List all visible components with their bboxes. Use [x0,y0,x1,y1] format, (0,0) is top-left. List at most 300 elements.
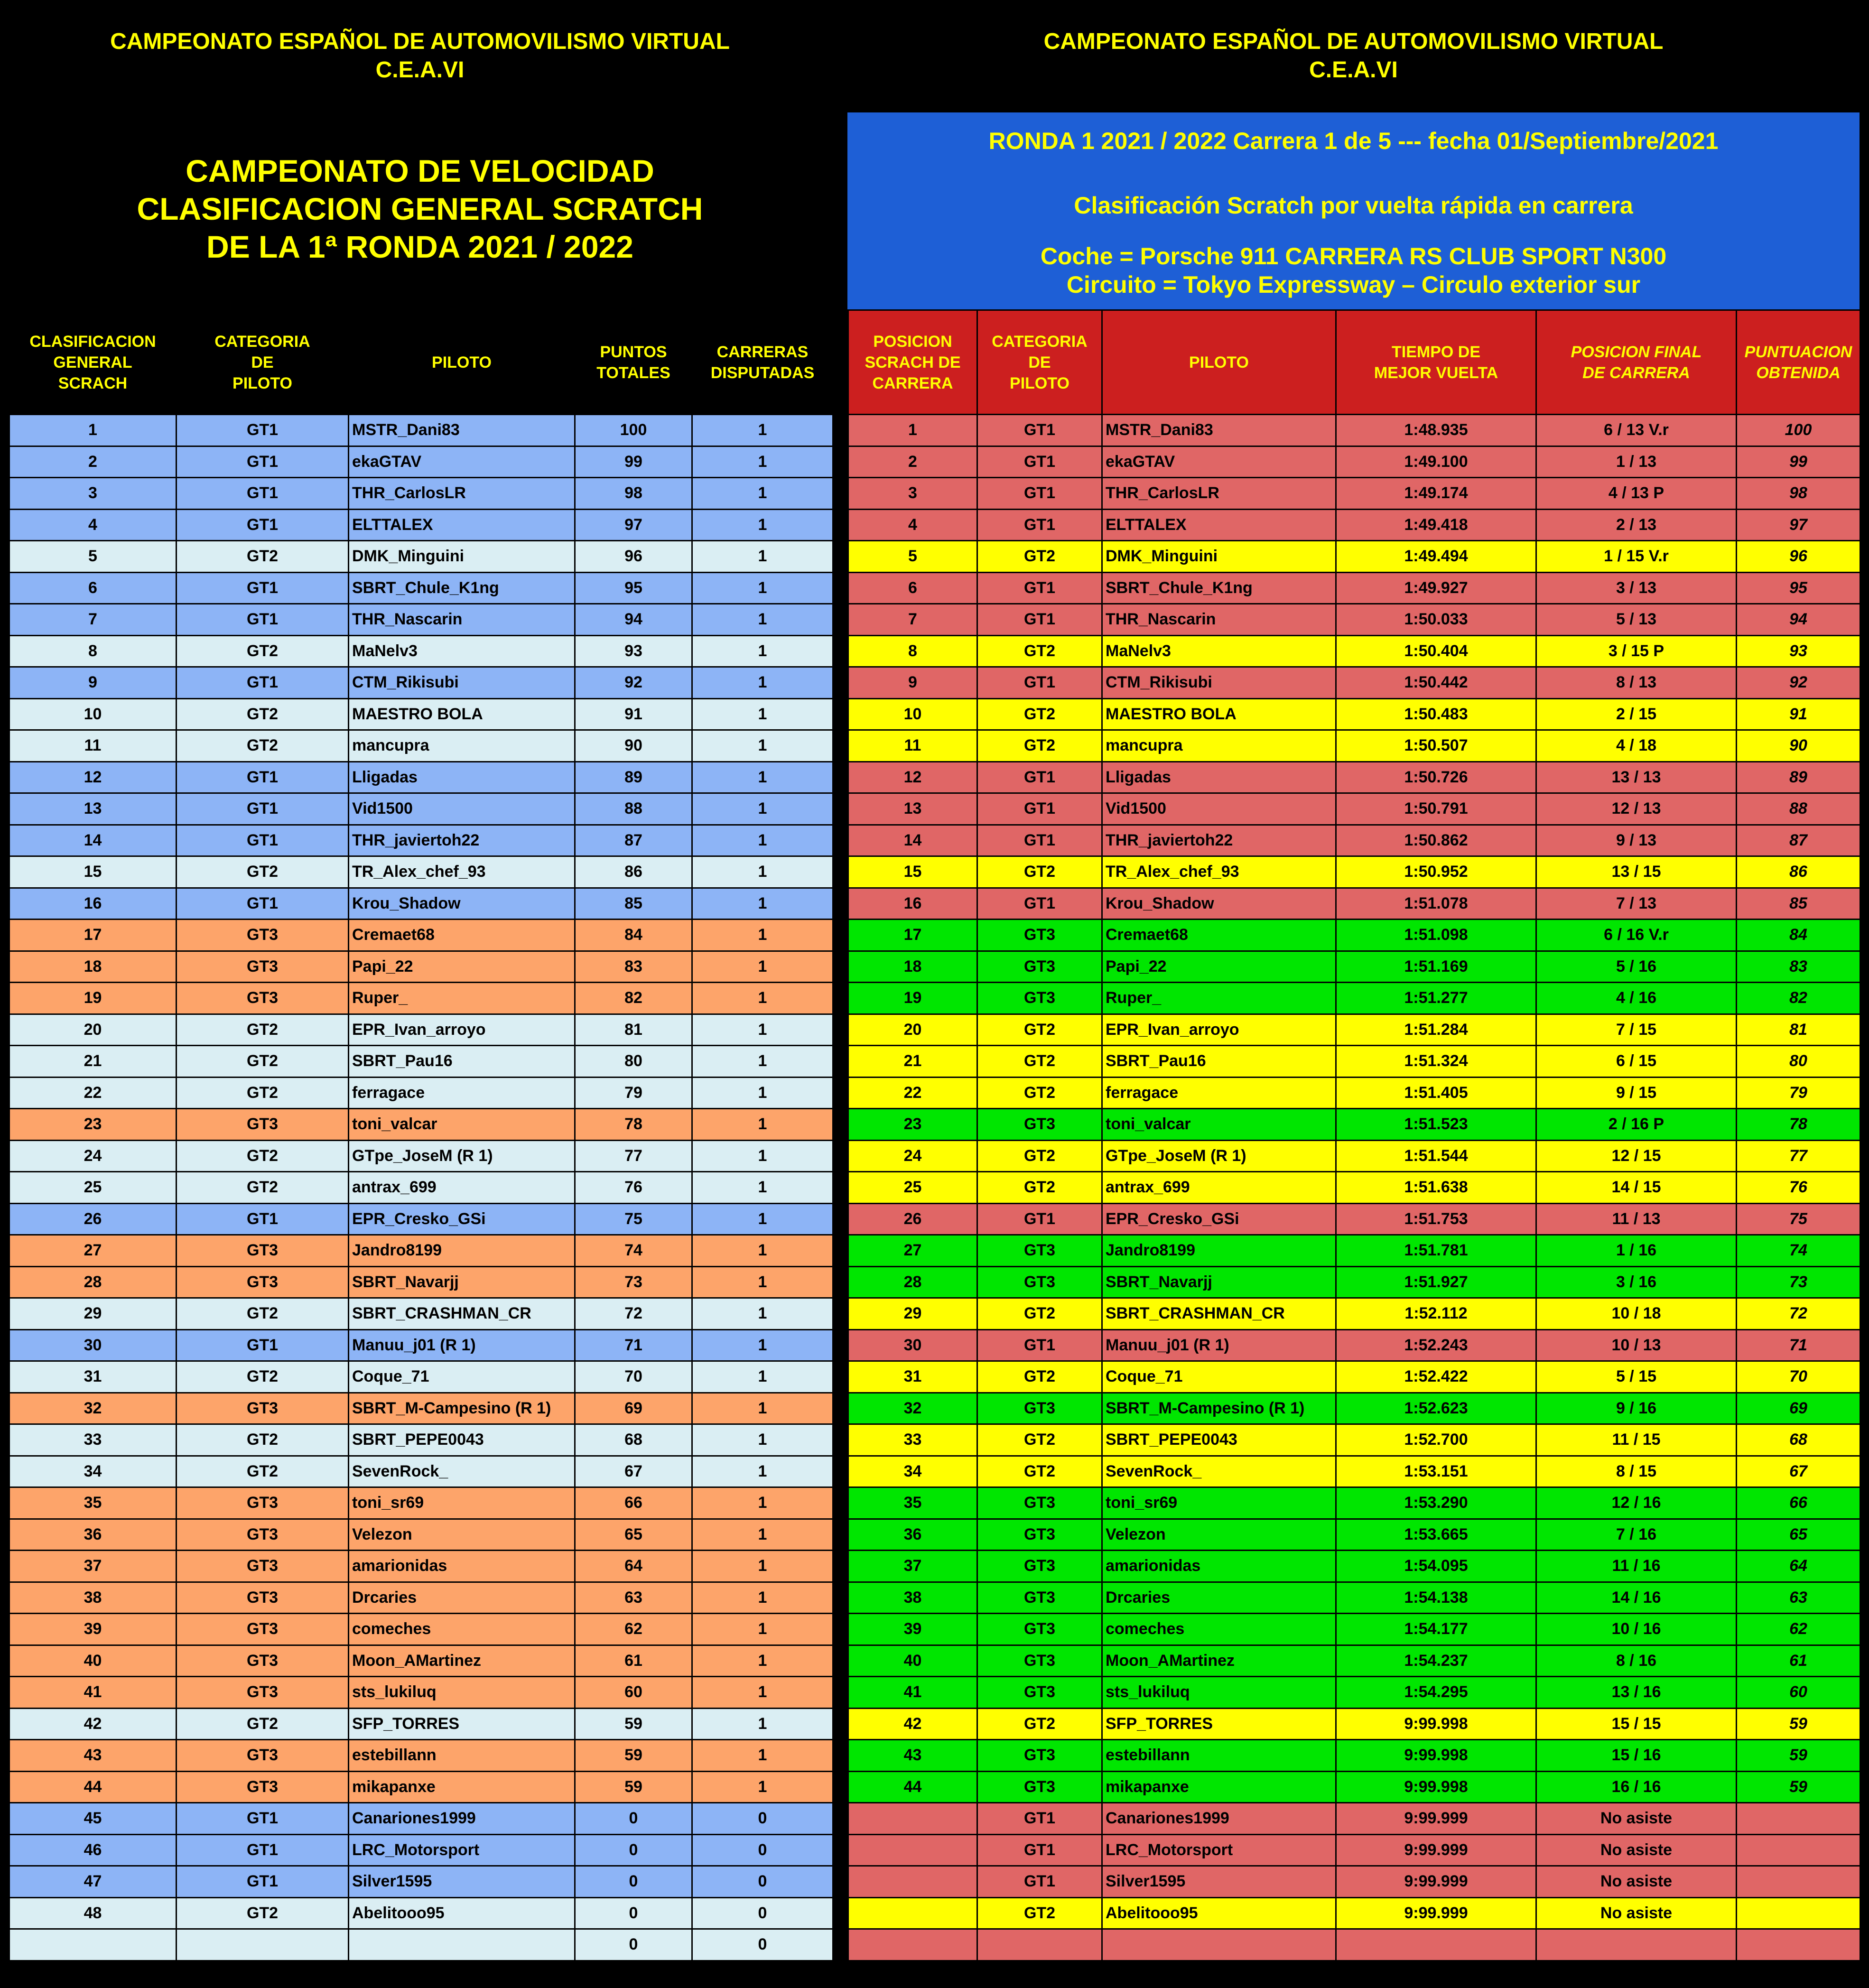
standings-title-line3: DE LA 1ª RONDA 2021 / 2022 [206,229,633,264]
points-cell: 81 [575,1014,692,1046]
points-cell: 96 [575,541,692,573]
races-cell: 1 [692,667,833,699]
standings-row [9,1014,833,1046]
points-cell: 59 [575,1771,692,1803]
points-earned-cell: 74 [1737,1235,1860,1267]
driver-cell: SBRT_Chule_K1ng [349,572,575,604]
driver-cell: mancupra [1102,730,1336,762]
best-lap-cell: 9:99.998 [1336,1740,1536,1772]
points-earned-cell: 84 [1737,920,1860,951]
standings-row [9,888,833,920]
position-cell: 17 [9,920,177,951]
driver-cell: ferragace [349,1077,575,1109]
category-cell: GT2 [977,1077,1102,1109]
final-position-cell: 7 / 16 [1536,1519,1737,1551]
category-cell: GT1 [177,1329,349,1361]
race-result-row [848,1456,1860,1487]
position-cell: 12 [9,762,177,793]
races-cell: 1 [692,1361,833,1393]
category-cell: GT2 [177,1897,349,1929]
points-earned-cell: 71 [1737,1329,1860,1361]
right-header-line2: C.E.A.VI [1309,57,1398,83]
driver-cell: EPR_Ivan_arroyo [349,1014,575,1046]
race-result-row [848,1487,1860,1519]
race-position-cell: 22 [848,1077,977,1109]
position-cell: 42 [9,1708,177,1740]
standings-row [9,762,833,793]
race-result-row [848,1929,1860,1961]
best-lap-cell: 1:51.753 [1336,1203,1536,1235]
driver-cell: sts_lukiluq [1102,1677,1336,1709]
race-position-cell: 4 [848,509,977,541]
position-cell: 7 [9,604,177,636]
general-standings-header [9,310,833,415]
races-cell: 0 [692,1897,833,1929]
position-cell: 33 [9,1424,177,1456]
position-cell: 47 [9,1866,177,1898]
race-position-cell: 11 [848,730,977,762]
driver-cell: Vid1500 [349,793,575,825]
points-cell: 66 [575,1487,692,1519]
driver-cell: MAESTRO BOLA [1102,698,1336,730]
position-cell [9,1929,177,1961]
final-position-cell: 13 / 15 [1536,856,1737,888]
race-position-cell: 16 [848,888,977,920]
driver-cell: Velezon [1102,1519,1336,1551]
header-driver: PILOTO [1102,310,1336,415]
race-position-cell: 17 [848,920,977,951]
points-cell: 69 [575,1393,692,1424]
best-lap-cell: 1:51.284 [1336,1014,1536,1046]
driver-cell: SevenRock_ [349,1456,575,1487]
race-position-cell [848,1803,977,1835]
race-result-row [848,888,1860,920]
best-lap-cell: 1:51.324 [1336,1046,1536,1078]
right-championship-header [847,28,1860,84]
standings-row [9,604,833,636]
race-result-row [848,1866,1860,1898]
points-cell: 0 [575,1834,692,1866]
standings-row [9,1897,833,1929]
category-cell: GT3 [177,1582,349,1614]
header-driver: PILOTO [349,310,575,415]
race-position-cell: 43 [848,1740,977,1772]
races-cell: 1 [692,793,833,825]
race-result-row [848,1393,1860,1424]
race-result-row [848,604,1860,636]
final-position-cell: 7 / 13 [1536,888,1737,920]
driver-cell: toni_sr69 [349,1487,575,1519]
race-position-cell: 20 [848,1014,977,1046]
final-position-cell: 1 / 13 [1536,446,1737,478]
points-cell: 84 [575,920,692,951]
standings-row [9,1614,833,1645]
race-position-cell: 28 [848,1266,977,1298]
category-cell: GT2 [177,541,349,573]
driver-cell: TR_Alex_chef_93 [1102,856,1336,888]
category-cell: GT1 [177,667,349,699]
race-results-header [848,310,1860,415]
driver-cell: Krou_Shadow [1102,888,1336,920]
race-result-row [848,1740,1860,1772]
best-lap-cell: 1:51.169 [1336,951,1536,983]
best-lap-cell: 1:51.781 [1336,1235,1536,1267]
category-cell: GT2 [977,1298,1102,1330]
category-cell: GT2 [977,1172,1102,1204]
final-position-cell: 14 / 15 [1536,1172,1737,1204]
race-position-cell: 32 [848,1393,977,1424]
driver-cell: toni_sr69 [1102,1487,1336,1519]
final-position-cell: 7 / 15 [1536,1014,1737,1046]
position-cell: 35 [9,1487,177,1519]
points-cell: 89 [575,762,692,793]
driver-cell: Abelitooo95 [1102,1897,1336,1929]
driver-cell: CTM_Rikisubi [1102,667,1336,699]
category-cell: GT1 [977,888,1102,920]
best-lap-cell: 1:49.927 [1336,572,1536,604]
best-lap-cell: 1:50.791 [1336,793,1536,825]
race-position-cell: 39 [848,1614,977,1645]
category-cell: GT2 [177,1046,349,1078]
standings-row [9,825,833,856]
position-cell: 31 [9,1361,177,1393]
points-earned-cell: 60 [1737,1677,1860,1709]
points-earned-cell: 63 [1737,1582,1860,1614]
final-position-cell: 2 / 15 [1536,698,1737,730]
best-lap-cell: 1:53.665 [1336,1519,1536,1551]
category-cell: GT1 [977,604,1102,636]
race-result-row [848,446,1860,478]
best-lap-cell: 1:50.033 [1336,604,1536,636]
race-position-cell: 14 [848,825,977,856]
final-position-cell: 3 / 13 [1536,572,1737,604]
race-results-body [848,415,1860,1961]
points-cell: 64 [575,1551,692,1582]
best-lap-cell: 9:99.999 [1336,1897,1536,1929]
points-cell: 80 [575,1046,692,1078]
driver-cell: Canariones1999 [349,1803,575,1835]
category-cell: GT1 [177,888,349,920]
driver-cell: antrax_699 [349,1172,575,1204]
header-final-position: POSICION FINAL DE CARRERA [1536,310,1737,415]
standings-row [9,730,833,762]
points-earned-cell: 96 [1737,541,1860,573]
final-position-cell: No asiste [1536,1834,1737,1866]
final-position-cell: 10 / 16 [1536,1614,1737,1645]
race-position-cell: 36 [848,1519,977,1551]
final-position-cell: 9 / 16 [1536,1393,1737,1424]
driver-cell: LRC_Motorsport [1102,1834,1336,1866]
races-cell: 0 [692,1803,833,1835]
final-position-cell: 10 / 18 [1536,1298,1737,1330]
driver-cell: MaNelv3 [349,635,575,667]
position-cell: 41 [9,1677,177,1709]
category-cell: GT3 [977,1740,1102,1772]
points-cell: 98 [575,478,692,510]
points-cell: 88 [575,793,692,825]
points-cell: 79 [575,1077,692,1109]
points-earned-cell [1737,1803,1860,1835]
category-cell: GT1 [977,762,1102,793]
race-result-row [848,415,1860,446]
best-lap-cell: 1:54.095 [1336,1551,1536,1582]
races-cell: 1 [692,1551,833,1582]
driver-cell: Moon_AMartinez [349,1645,575,1677]
driver-cell: MAESTRO BOLA [349,698,575,730]
driver-cell: SBRT_PEPE0043 [1102,1424,1336,1456]
category-cell: GT1 [177,604,349,636]
category-cell: GT2 [177,730,349,762]
race-position-cell: 5 [848,541,977,573]
final-position-cell: 11 / 13 [1536,1203,1737,1235]
points-earned-cell [1737,1866,1860,1898]
race-result-row [848,1424,1860,1456]
position-cell: 20 [9,1014,177,1046]
position-cell: 23 [9,1109,177,1141]
driver-cell: Coque_71 [349,1361,575,1393]
standings-row [9,1424,833,1456]
points-earned-cell: 64 [1737,1551,1860,1582]
category-cell: GT1 [977,793,1102,825]
points-earned-cell: 59 [1737,1708,1860,1740]
driver-cell: ekaGTAV [349,446,575,478]
driver-cell: comeches [349,1614,575,1645]
points-cell: 63 [575,1582,692,1614]
best-lap-cell: 1:54.295 [1336,1677,1536,1709]
best-lap-cell: 1:49.100 [1336,446,1536,478]
driver-cell: THR_CarlosLR [349,478,575,510]
category-cell: GT3 [977,1393,1102,1424]
standings-row [9,1519,833,1551]
points-earned-cell: 93 [1737,635,1860,667]
race-position-cell: 23 [848,1109,977,1141]
standings-row [9,446,833,478]
points-earned-cell: 65 [1737,1519,1860,1551]
standings-row [9,920,833,951]
driver-cell: SBRT_M-Campesino (R 1) [1102,1393,1336,1424]
position-cell: 45 [9,1803,177,1835]
race-result-row [848,825,1860,856]
final-position-cell: 4 / 18 [1536,730,1737,762]
races-cell: 1 [692,572,833,604]
points-earned-cell: 88 [1737,793,1860,825]
final-position-cell: 16 / 16 [1536,1771,1737,1803]
standings-row [9,1361,833,1393]
position-cell: 43 [9,1740,177,1772]
final-position-cell: 6 / 16 V.r [1536,920,1737,951]
standings-row [9,1677,833,1709]
race-result-row [848,793,1860,825]
category-cell: GT3 [977,983,1102,1014]
best-lap-cell: 9:99.998 [1336,1708,1536,1740]
category-cell: GT2 [977,698,1102,730]
final-position-cell: 15 / 16 [1536,1740,1737,1772]
points-earned-cell: 99 [1737,446,1860,478]
driver-cell: Manuu_j01 (R 1) [1102,1329,1336,1361]
points-earned-cell: 82 [1737,983,1860,1014]
best-lap-cell: 1:50.726 [1336,762,1536,793]
standings-row [9,1582,833,1614]
points-earned-cell: 66 [1737,1487,1860,1519]
driver-cell: ekaGTAV [1102,446,1336,478]
driver-cell: EPR_Cresko_GSi [1102,1203,1336,1235]
position-cell: 11 [9,730,177,762]
final-position-cell: 5 / 16 [1536,951,1737,983]
category-cell: GT2 [977,1014,1102,1046]
points-cell: 60 [575,1677,692,1709]
race-position-cell: 33 [848,1424,977,1456]
best-lap-cell: 1:52.623 [1336,1393,1536,1424]
best-lap-cell: 1:50.404 [1336,635,1536,667]
points-earned-cell: 95 [1737,572,1860,604]
race-result-row [848,1708,1860,1740]
driver-cell: SBRT_Chule_K1ng [1102,572,1336,604]
best-lap-cell: 1:51.523 [1336,1109,1536,1141]
driver-cell: mancupra [349,730,575,762]
points-cell: 59 [575,1708,692,1740]
category-cell: GT3 [977,1109,1102,1141]
points-earned-cell: 72 [1737,1298,1860,1330]
driver-cell: TR_Alex_chef_93 [349,856,575,888]
points-earned-cell: 68 [1737,1424,1860,1456]
driver-cell: Silver1595 [1102,1866,1336,1898]
race-position-cell: 37 [848,1551,977,1582]
race-result-row [848,572,1860,604]
race-result-row [848,509,1860,541]
driver-cell: SBRT_Navarjj [349,1266,575,1298]
standings-row [9,1771,833,1803]
position-cell: 37 [9,1551,177,1582]
races-cell: 1 [692,730,833,762]
race-result-row [848,698,1860,730]
race-position-cell: 18 [848,951,977,983]
points-earned-cell: 100 [1737,415,1860,446]
points-cell: 0 [575,1897,692,1929]
category-cell: GT2 [177,1077,349,1109]
category-cell: GT2 [177,1140,349,1172]
category-cell: GT2 [977,541,1102,573]
driver-cell: THR_javiertoh22 [1102,825,1336,856]
position-cell: 40 [9,1645,177,1677]
best-lap-cell: 9:99.999 [1336,1834,1536,1866]
races-cell: 1 [692,825,833,856]
points-earned-cell: 67 [1737,1456,1860,1487]
header-category: CATEGORIA DE PILOTO [977,310,1102,415]
category-cell: GT1 [177,572,349,604]
category-cell: GT1 [977,1803,1102,1835]
best-lap-cell: 1:51.405 [1336,1077,1536,1109]
races-cell: 1 [692,1645,833,1677]
points-cell: 0 [575,1866,692,1898]
category-cell: GT2 [977,1140,1102,1172]
points-cell: 75 [575,1203,692,1235]
best-lap-cell: 9:99.999 [1336,1803,1536,1835]
points-cell: 59 [575,1740,692,1772]
driver-cell: SBRT_CRASHMAN_CR [349,1298,575,1330]
races-cell: 1 [692,1203,833,1235]
category-cell: GT3 [977,1614,1102,1645]
category-cell: GT3 [977,1235,1102,1267]
races-cell: 1 [692,1329,833,1361]
position-cell: 22 [9,1077,177,1109]
category-cell: GT1 [977,825,1102,856]
driver-cell: GTpe_JoseM (R 1) [1102,1140,1336,1172]
category-cell: GT3 [977,1771,1102,1803]
category-cell: GT3 [177,951,349,983]
points-earned-cell: 81 [1737,1014,1860,1046]
header-races-played: CARRERAS DISPUTADAS [692,310,833,415]
category-cell: GT3 [977,1677,1102,1709]
category-cell: GT3 [977,951,1102,983]
position-cell: 39 [9,1614,177,1645]
race-position-cell: 10 [848,698,977,730]
position-cell: 16 [9,888,177,920]
category-cell: GT3 [177,1266,349,1298]
points-earned-cell: 87 [1737,825,1860,856]
category-cell: GT3 [977,1266,1102,1298]
points-cell: 83 [575,951,692,983]
position-cell: 26 [9,1203,177,1235]
best-lap-cell: 9:99.998 [1336,1771,1536,1803]
category-cell: GT2 [177,1708,349,1740]
race-position-cell: 9 [848,667,977,699]
best-lap-cell: 1:51.098 [1336,920,1536,951]
category-cell: GT2 [177,1172,349,1204]
points-cell: 92 [575,667,692,699]
best-lap-cell: 1:50.483 [1336,698,1536,730]
points-earned-cell: 86 [1737,856,1860,888]
final-position-cell: 12 / 16 [1536,1487,1737,1519]
driver-cell: SBRT_PEPE0043 [349,1424,575,1456]
final-position-cell: 12 / 13 [1536,793,1737,825]
race-result-row [848,1897,1860,1929]
points-cell: 94 [575,604,692,636]
position-cell: 3 [9,478,177,510]
header-row [848,310,1860,415]
final-position-cell: 2 / 16 P [1536,1109,1737,1141]
driver-cell: Papi_22 [1102,951,1336,983]
position-cell: 13 [9,793,177,825]
best-lap-cell: 1:52.112 [1336,1298,1536,1330]
best-lap-cell: 1:50.507 [1336,730,1536,762]
driver-cell: Krou_Shadow [349,888,575,920]
race-result-row [848,1614,1860,1645]
driver-cell: Velezon [349,1519,575,1551]
final-position-cell: 9 / 15 [1536,1077,1737,1109]
driver-cell: toni_valcar [349,1109,575,1141]
final-position-cell: 8 / 15 [1536,1456,1737,1487]
standings-row [9,793,833,825]
category-cell: GT1 [977,1834,1102,1866]
points-earned-cell: 97 [1737,509,1860,541]
driver-cell: Drcaries [1102,1582,1336,1614]
race-position-cell: 30 [848,1329,977,1361]
category-cell: GT3 [177,1771,349,1803]
final-position-cell: 10 / 13 [1536,1329,1737,1361]
category-cell: GT3 [177,1519,349,1551]
races-cell: 1 [692,1077,833,1109]
round-info: RONDA 1 2021 / 2022 Carrera 1 de 5 --- fecha 01/Septiembre/2021 [988,128,1719,154]
points-cell: 82 [575,983,692,1014]
races-cell: 1 [692,1456,833,1487]
races-cell: 1 [692,1424,833,1456]
category-cell: GT3 [977,1519,1102,1551]
driver-cell: comeches [1102,1614,1336,1645]
driver-cell: MaNelv3 [1102,635,1336,667]
points-earned-cell: 76 [1737,1172,1860,1204]
position-cell: 2 [9,446,177,478]
driver-cell: EPR_Ivan_arroyo [1102,1014,1336,1046]
